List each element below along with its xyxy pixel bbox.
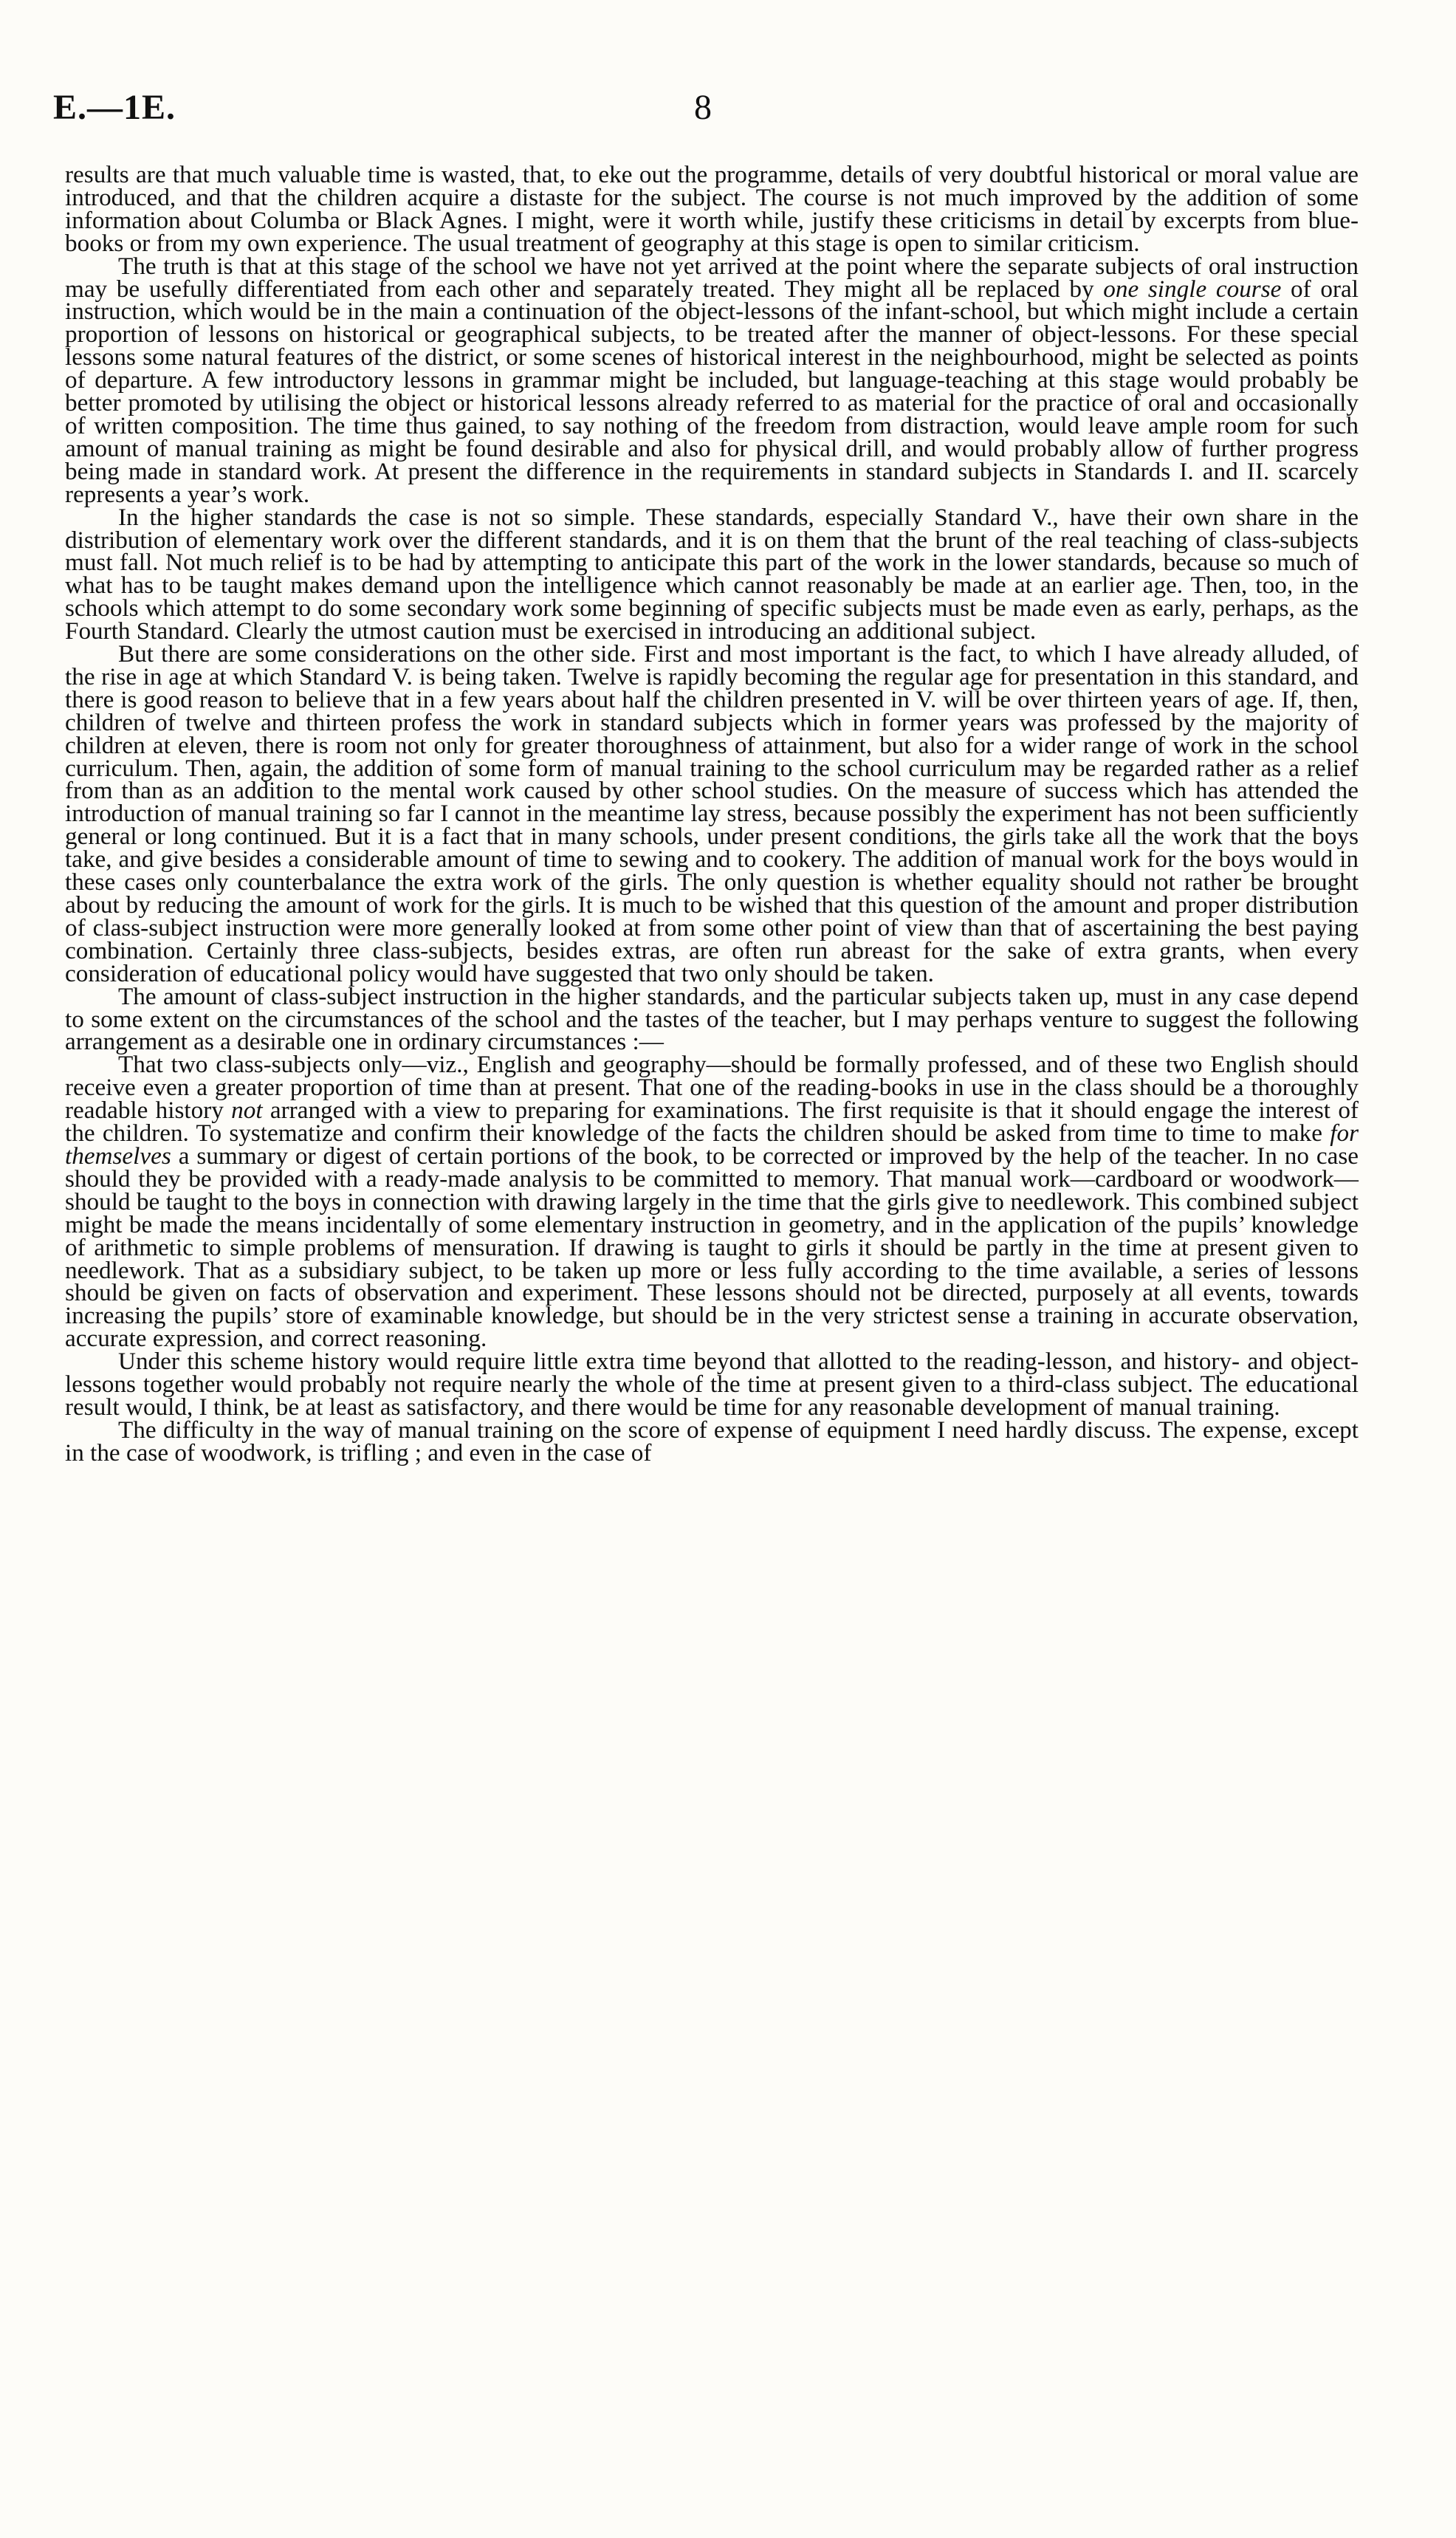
paragraph (65, 982, 1359, 1056)
text-run: The amount of class-subject instruction in the higher standards, and the particular subjects taken up, must in any case depend to some extent on the circumstances of the school and the tastes of the teacher, but I may perhaps venture to suggest the following arrangement as a desirable one in ordinary circumstances :— (65, 982, 1359, 1056)
paragraph (65, 1416, 1359, 1467)
text-run: of oral instruction, which would be in the main a continuation of the object-lessons of the infant-school, but which might include a certain proportion of lessons on historical or geographical subjects, to be treated after the manner of object-lessons. For these special lessons some natural features of the district, or some scenes of historical interest in the neighbourhood, might be selected as points of departure. A few introductory lessons in grammar might be included, but language-teaching at this stage would probably be better promoted by utilising the object or historical lessons already referred to as material for the practice of oral and occasionally of written composition. The time thus gained, to say nothing of the freedom from distraction, would leave ample room for such amount of manual training as might be found desirable and also for physical drill, and would probably allow of further progress being made in standard work. At present the difference in the requirements in standard subjects in Standards I. and II. scarcely represents a year’s work. (65, 275, 1359, 508)
page-header (44, 87, 1412, 139)
text-run: results are that much valuable time is wasted, that, to eke out the programme, details of very doubtful historical or moral value are introduced, and that the children acquire a distaste for the subject. The course is not much improved by the addition of some information about Columba or Black Agnes. I might, were it worth while, justify these criticisms in detail by excerpts from blue-books or from my own experience. The usual treatment of geography at this stage is open to similar criticism. (65, 161, 1359, 257)
text-run: The truth is that at this stage of the school we have not yet arrived at the point where the separate subjects of oral instruction may be usefully differentiated from each other and separately treated. They might all be replaced by (65, 252, 1359, 303)
italic-run: not (231, 1097, 263, 1125)
body-text (65, 161, 1359, 1467)
paragraph (65, 1348, 1359, 1421)
italic-run: one single course (1103, 275, 1282, 303)
text-run: The difficulty in the way of manual training on the score of expense of equipment I need hardly discuss. The expense, except in the case of woodwork, is trifling ; and even in the case of (65, 1416, 1359, 1467)
italic-run: for themselves (65, 1119, 1359, 1170)
paragraph (65, 503, 1359, 645)
text-run: Under this scheme history would require little extra time beyond that allotted to the reading-lesson, and history- and object-lessons together would probably not require nearly the whole of the time at present given to a third-class subject. The educational result would, I think, be at least as satisfactory, and there would be time for any reasonable development of manual training. (65, 1348, 1359, 1421)
paragraph (65, 1051, 1359, 1353)
text-run: In the higher standards the case is not so simple. These standards, especially Standard V., have their own share in the distribution of elementary work over the different standards, and it is on them that the brunt of the real teaching of class-subjects must fall. Not much relief is to be had by attempting to anticipate this part of the work in the lower standards, because so much of what has to be taught makes demand upon the intelligence which cannot reasonably be made at an earlier age. Then, too, in the schools which attempt to do some secondary work some beginning of specific subjects must be made even as early, perhaps, as the Fourth Standard. Clearly the utmost caution must be exercised in introducing an additional subject. (65, 503, 1359, 645)
report-reference: E.—1E. (53, 88, 176, 127)
text-run: That two class-subjects only—viz., English and geography—should be formally professed, and of these two English should receive even a greater proportion of time than at present. That one of the reading-books in use in the class should be a thoroughly readable history (65, 1051, 1359, 1125)
text-run: arranged with a view to preparing for examinations. The first requisite is that it should engage the interest of the children. To systematize and confirm their knowledge of the facts the children should be asked from time to time to make (65, 1097, 1359, 1148)
paragraph (65, 252, 1359, 508)
page-number: 8 (694, 88, 712, 127)
text-run: But there are some considerations on the other side. First and most important is the fact, to which I have already alluded, of the rise in age at which Standard V. is being taken. Twelve is rapidly becoming the regular age for presentation in this standard, and there is good reason to believe that in a few years about half the children presented in V. will be over thirteen years of age. If, then, children of twelve and thirteen profess the work in standard subjects which in former years was professed by the majority of children at eleven, there is room not only for greater thoroughness of attainment, but also for a wider range of work in the school curriculum. Then, again, the addition of some form of manual training to the school curriculum may be regarded rather as a relief from than as an addition to the mental work caused by other school studies. On the measure of success which has attended the introduction of manual training so far I cannot in the meantime lay stress, because possibly the experiment has not been sufficiently general or long continued. But it is a fact that in many schools, under present conditions, the girls take all the work that the boys take, and give besides a considerable amount of time to sewing and to cookery. The addition of manual work for the boys would in these cases only counterbalance the extra work of the girls. The only question is whether equality should not rather be brought about by reducing the amount of work for the girls. It is much to be wished that this question of the amount and proper distribution of class-subject instruction were more generally looked at from some other point of view than that of ascertaining the best paying combination. Certainly three class-subjects, besides extras, are often run abreast for the sake of extra grants, when every consideration of educational policy would have suggested that two only should be taken. (65, 640, 1359, 987)
paragraph (65, 161, 1359, 257)
text-run: a summary or digest of certain portions of the book, to be corrected or improved by the help of the teacher. In no case should they be provided with a ready-made analysis to be committed to memory. That manual work—cardboard or woodwork—should be taught to the boys in connection with drawing largely in the time that the girls give to needlework. This combined subject might be made the means incidentally of some elementary instruction in geometry, and in the application of the pupils’ knowledge of arithmetic to simple problems of mensuration. If drawing is taught to girls it should be partly in the time at present given to needlework. That as a subsidiary subject, to be taken up more or less fully according to the time available, a series of lessons should be given on facts of observation and experiment. These lessons should not be directed, purposely at all events, towards increasing the pupils’ store of examinable knowledge, but should be in the very strictest sense a training in accurate observation, accurate expression, and correct reasoning. (65, 1142, 1359, 1353)
paragraph (65, 640, 1359, 987)
